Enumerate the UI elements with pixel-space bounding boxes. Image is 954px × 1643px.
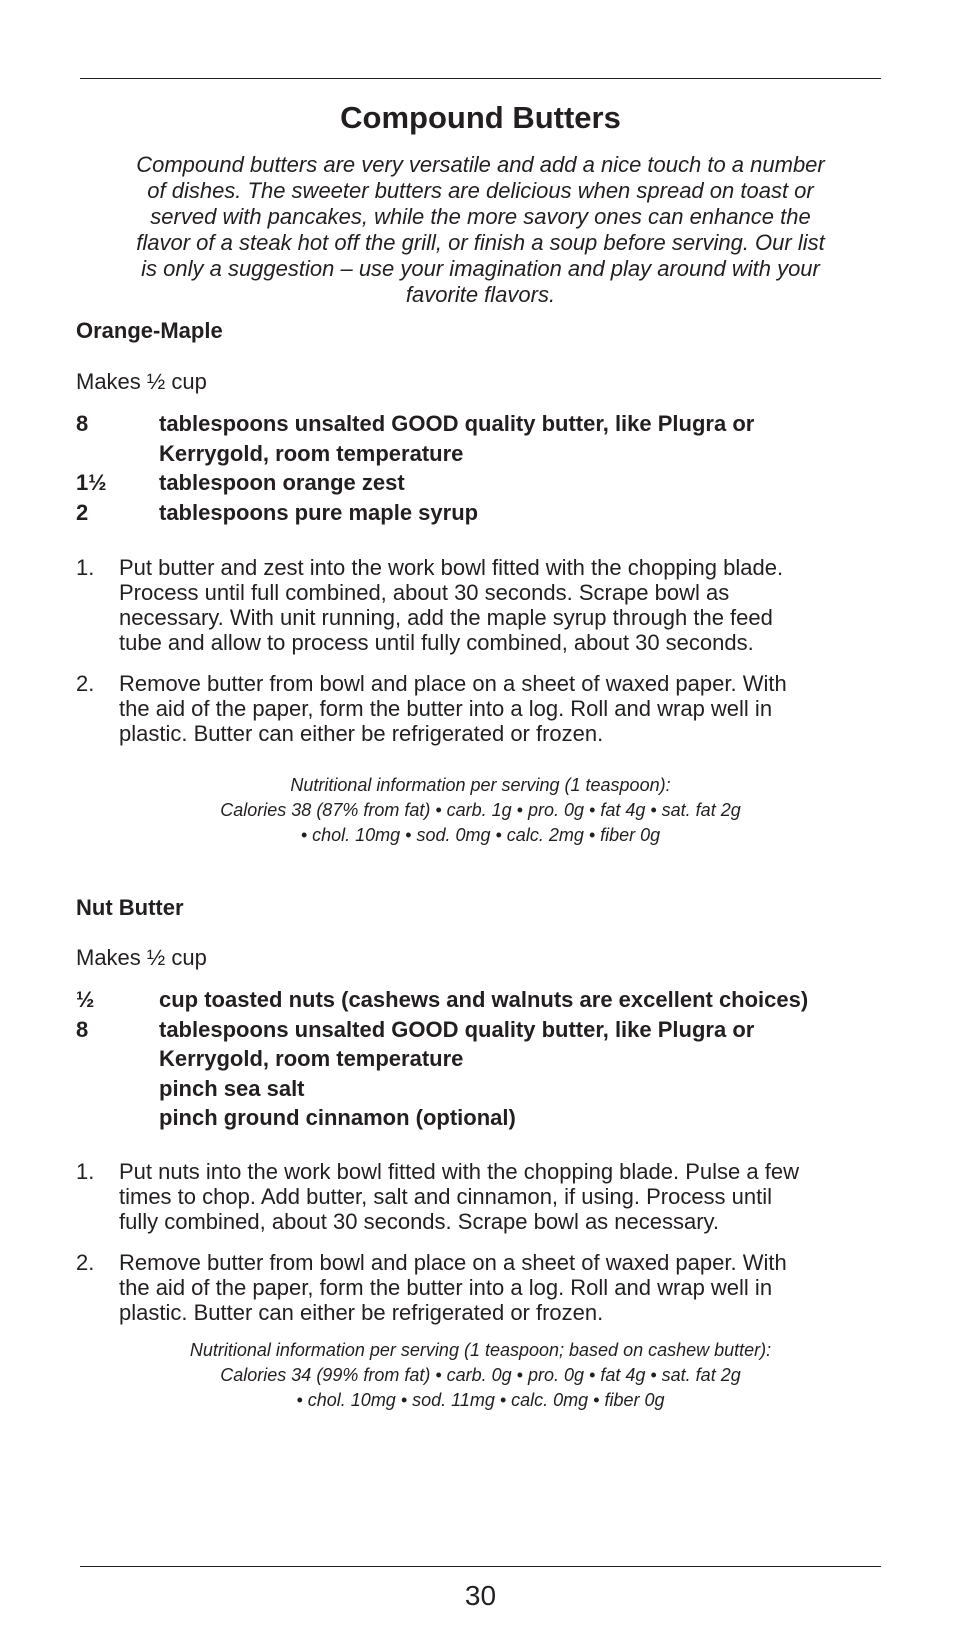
step-line: fully combined, about 30 seconds. Scrape bowl as necessary. bbox=[119, 1209, 720, 1234]
recipe-yield: Makes ½ cup bbox=[76, 369, 207, 394]
nutrition-line: Nutritional information per serving (1 teaspoon; based on cashew butter): bbox=[189, 1340, 772, 1360]
ingredient-list bbox=[76, 985, 896, 1133]
ingredient-item bbox=[76, 985, 896, 1015]
step-text bbox=[119, 555, 876, 655]
method-step bbox=[76, 1250, 876, 1325]
ingredient-text bbox=[159, 1015, 896, 1074]
nutrition-info bbox=[80, 773, 881, 848]
step-line: Put butter and zest into the work bowl fitted with the chopping blade. bbox=[119, 555, 784, 580]
ingredient-text bbox=[159, 409, 896, 468]
ingredient-text bbox=[159, 1074, 896, 1104]
ingredient-quantity: 2 bbox=[76, 499, 89, 525]
ingredient-quantity bbox=[76, 1103, 159, 1133]
ingredient-line: Kerrygold, room temperature bbox=[159, 1046, 464, 1071]
ingredient-text bbox=[159, 985, 896, 1015]
ingredient-quantity bbox=[76, 1074, 159, 1104]
method-step bbox=[76, 1159, 876, 1234]
step-line: Process until full combined, about 30 seconds. Scrape bowl as bbox=[119, 580, 730, 605]
method-step bbox=[76, 671, 876, 746]
page-number: 30 bbox=[464, 1580, 497, 1611]
ingredient-line: pinch sea salt bbox=[159, 1075, 305, 1101]
step-line: the aid of the paper, form the butter into a log. Roll and wrap well in bbox=[119, 1275, 773, 1300]
ingredient-item bbox=[76, 498, 896, 528]
ingredient-item bbox=[76, 468, 896, 498]
ingredient-quantity: 8 bbox=[76, 411, 89, 436]
ingredient-text bbox=[159, 1103, 896, 1133]
ingredient-line: Kerrygold, room temperature bbox=[159, 440, 464, 466]
ingredient-list bbox=[76, 409, 896, 527]
recipe-yield: Makes ½ cup bbox=[76, 945, 207, 970]
step-text bbox=[119, 1159, 876, 1234]
ingredient-item bbox=[76, 1074, 896, 1104]
ingredient-text bbox=[159, 468, 896, 498]
nutrition-line: Nutritional information per serving (1 teaspoon): bbox=[290, 775, 671, 795]
nutrition-line: Calories 34 (99% from fat) • carb. 0g • pro. 0g • fat 4g • sat. fat 2g bbox=[220, 1365, 741, 1385]
ingredient-line: tablespoons unsalted GOOD quality butter, like Plugra or bbox=[159, 411, 755, 436]
intro-line: flavor of a steak hot off the grill, or finish a soup before serving. Our list bbox=[136, 230, 825, 255]
step-line: Put nuts into the work bowl fitted with the chopping blade. Pulse a few bbox=[119, 1159, 799, 1184]
step-text bbox=[119, 1250, 876, 1325]
step-line: times to chop. Add butter, salt and cinnamon, if using. Process until bbox=[119, 1184, 773, 1209]
ingredient-line: tablespoons pure maple syrup bbox=[159, 499, 479, 525]
step-line: plastic. Butter can either be refrigerated or frozen. bbox=[119, 1300, 604, 1325]
intro-line: is only a suggestion – use your imagination and play around with your bbox=[141, 256, 820, 281]
step-number: 1. bbox=[76, 555, 95, 580]
ingredient-item bbox=[76, 409, 896, 468]
nutrition-line: • chol. 10mg • sod. 0mg • calc. 2mg • fiber 0g bbox=[300, 825, 661, 845]
nutrition-line: • chol. 10mg • sod. 11mg • calc. 0mg • fiber 0g bbox=[296, 1390, 665, 1410]
step-line: Remove butter from bowl and place on a sheet of waxed paper. With bbox=[119, 671, 787, 696]
step-line: necessary. With unit running, add the maple syrup through the feed bbox=[119, 605, 773, 630]
ingredient-quantity: 8 bbox=[76, 1016, 89, 1042]
intro-line: served with pancakes, while the more savory ones can enhance the bbox=[150, 204, 811, 229]
page-title: Compound Butters bbox=[340, 100, 621, 135]
step-number: 1. bbox=[76, 1159, 95, 1184]
intro-paragraph bbox=[82, 152, 879, 308]
ingredient-quantity: ½ bbox=[76, 987, 95, 1012]
ingredient-item bbox=[76, 1015, 896, 1074]
ingredient-line: tablespoons unsalted GOOD quality butter, like Plugra or bbox=[159, 1016, 755, 1042]
step-line: tube and allow to process until fully combined, about 30 seconds. bbox=[119, 630, 754, 655]
ingredient-line: cup toasted nuts (cashews and walnuts are excellent choices) bbox=[159, 987, 809, 1012]
step-number: 2. bbox=[76, 671, 95, 696]
step-number: 2. bbox=[76, 1250, 95, 1275]
recipe-title-nut-butter: Nut Butter bbox=[76, 895, 184, 920]
ingredient-text bbox=[159, 498, 896, 528]
intro-line: Compound butters are very versatile and add a nice touch to a number bbox=[136, 152, 825, 177]
ingredient-line: tablespoon orange zest bbox=[159, 470, 405, 495]
nutrition-info bbox=[80, 1338, 881, 1413]
method-steps bbox=[76, 1159, 876, 1341]
method-step bbox=[76, 555, 876, 655]
ingredient-line: pinch ground cinnamon (optional) bbox=[159, 1105, 516, 1130]
step-line: Remove butter from bowl and place on a sheet of waxed paper. With bbox=[119, 1250, 787, 1275]
ingredient-item bbox=[76, 1103, 896, 1133]
intro-line: favorite flavors. bbox=[405, 282, 556, 307]
bottom-rule bbox=[80, 1566, 881, 1567]
step-line: the aid of the paper, form the butter into a log. Roll and wrap well in bbox=[119, 696, 773, 721]
recipe-title-orange-maple: Orange-Maple bbox=[76, 318, 223, 343]
nutrition-line: Calories 38 (87% from fat) • carb. 1g • pro. 0g • fat 4g • sat. fat 2g bbox=[220, 800, 741, 820]
method-steps bbox=[76, 555, 876, 762]
ingredient-quantity: 1½ bbox=[76, 470, 107, 495]
step-text bbox=[119, 671, 876, 746]
step-line: plastic. Butter can either be refrigerated or frozen. bbox=[119, 721, 604, 746]
intro-line: of dishes. The sweeter butters are delicious when spread on toast or bbox=[147, 178, 814, 203]
top-rule bbox=[80, 78, 881, 79]
